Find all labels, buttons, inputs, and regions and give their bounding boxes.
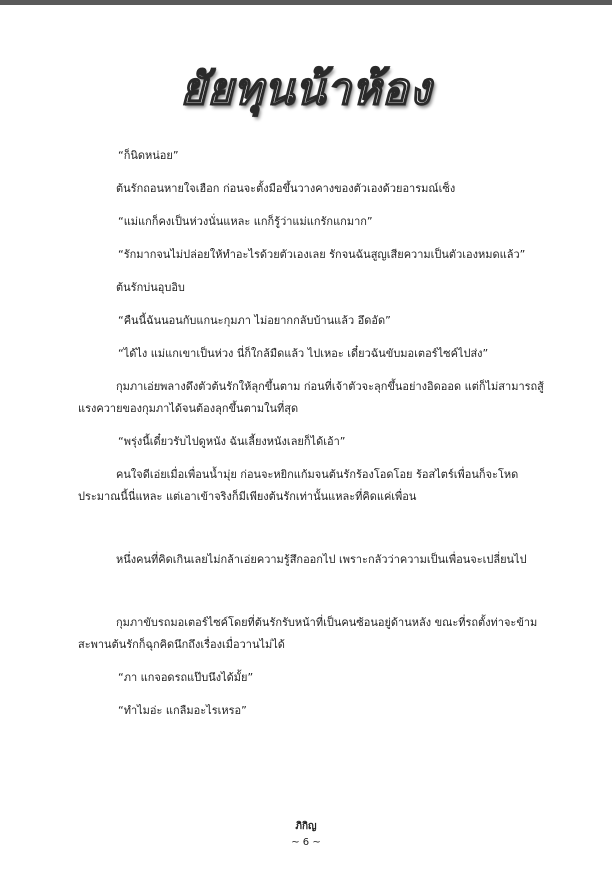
paragraph: “พรุ่งนี้เดี๋ยวรับไปดูหนัง ฉันเลี้ยงหนังเลยก็ได้เอ้า”	[118, 435, 346, 448]
paragraph: กุมภาเอ่ยพลางดึงตัวต้นรักให้ลุกขึ้นตาม ก่อนที่เจ้าตัวจะลุกขึ้นอย่างอิดออด แต่ก็ไม่สามารถสู้แรงควายของกุมภาได้จนต้องลุกขึ้นตามในที่สุด	[78, 380, 544, 415]
document-body	[78, 145, 548, 733]
paragraph: ต้นรักถอนหายใจเฮือก ก่อนจะตั้งมือขึ้นวางคางของตัวเองด้วยอารมณ์เซ็ง	[116, 182, 456, 195]
paragraph: “ได้ไง แม่แกเขาเป็นห่วง นี่ก็ใกล้มืดแล้ว ไปเหอะ เดี๋ยวฉันขับมอเตอร์ไซค์ไปส่ง”	[118, 347, 489, 360]
paragraph-gap	[78, 519, 548, 549]
document-page	[0, 5, 612, 882]
paragraph-gap	[78, 582, 548, 612]
paragraph: หนึ่งคนที่คิดเกินเลยไม่กล้าเอ่ยความรู้สึกออกไป เพราะกลัวว่าความเป็นเพื่อนจะเปลี่ยนไป	[116, 553, 527, 566]
document-title: ยัยทุนน้าห้อง	[180, 64, 432, 115]
paragraph: คนใจดีเอ่ยเมื่อเพื่อนน้ำมุ่ย ก่อนจะหยิกแก้มจนต้นรักร้องโอดโอย ร้อสไตร์เพื่อนก็จะโหดประมาณนี้นี่แหละ แต่เอาเข้าจริงก็มีเพียงต้นรักเท่านั้นแหละที่คิดแค่เพื่อน	[78, 468, 519, 503]
paragraph: “ทำไมอ่ะ แกลืมอะไรเหรอ”	[118, 704, 247, 717]
paragraph: “ก็นิดหน่อย”	[118, 149, 179, 162]
paragraph: “แม่แกก็คงเป็นห่วงนั่นแหละ แกก็รู้ว่าแม่แกรักแกมาก”	[118, 215, 373, 228]
title-wrap	[0, 55, 612, 125]
paragraph: กุมภาขับรถมอเตอร์ไซค์โดยที่ต้นรักรับหน้าที่เป็นคนซ้อนอยู่ด้านหลัง ขณะที่รถตั้งท่าจะข้ามสะพานต้นรักก็ฉุกคิดนึกถึงเรื่องเมื่อวานไม่ได้	[78, 616, 538, 651]
page-number: ~ 6 ~	[291, 837, 321, 848]
paragraph: “ภา แกจอดรถแป๊บนึงได้มั้ย”	[118, 671, 254, 684]
paragraph: “รักมากจนไม่ปล่อยให้ทำอะไรด้วยตัวเองเลย รักจนฉันสูญเสียความเป็นตัวเองหมดแล้ว”	[118, 248, 526, 261]
paragraph: “คืนนี้ฉันนอนกับแกนะกุมภา ไม่อยากกลับบ้านแล้ว อึดอัด”	[118, 314, 391, 327]
author-name: ภิกิญ	[295, 821, 317, 832]
paragraph: ต้นรักบ่นอุบอิบ	[116, 281, 185, 294]
